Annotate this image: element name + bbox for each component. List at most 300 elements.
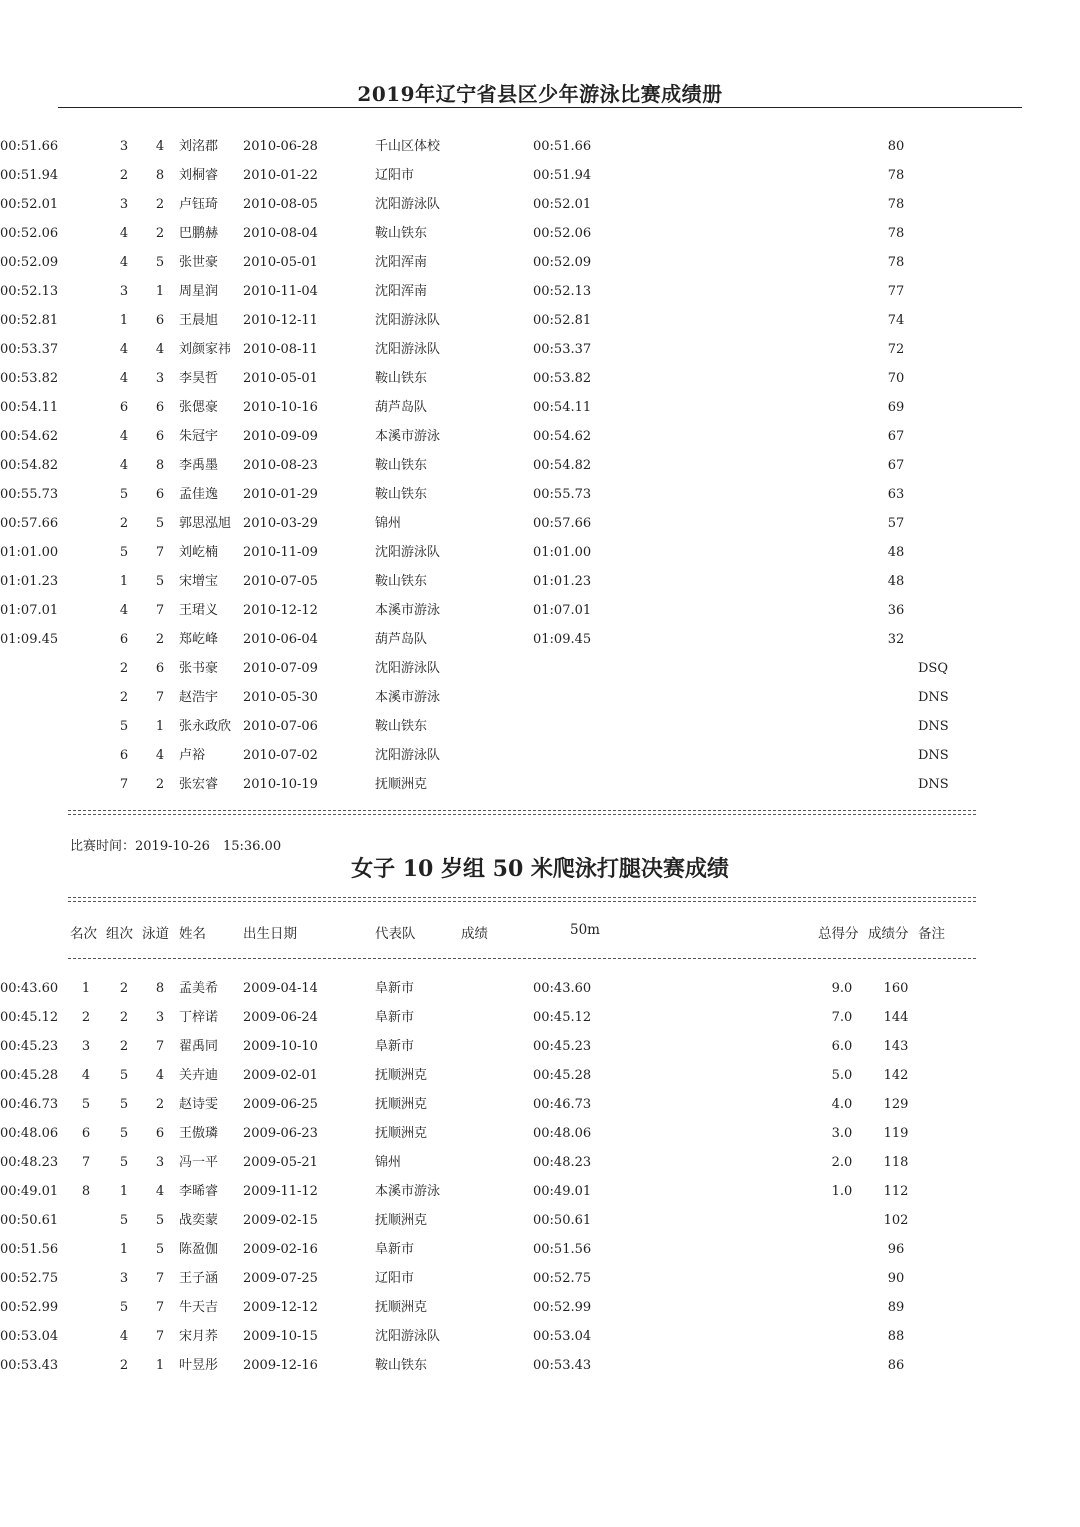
cell-name: 卢钰琦 [179,197,219,212]
cell-lane: 6 [155,1126,165,1141]
cell-result: 00:52.06 [0,226,59,241]
cell-score: 78 [887,197,905,212]
cell-heat: 6 [119,748,129,763]
cell-rank: 1 [81,981,91,996]
cell-split: 00:43.60 [533,981,592,996]
cell-team: 沈阳游泳队 [375,342,441,357]
cell-result: 00:52.99 [0,1300,59,1315]
event-title: 女子 10 岁组 50 米爬泳打腿决赛成绩 [351,856,729,882]
cell-name: 张世豪 [179,255,219,270]
cell-lane: 7 [155,1300,165,1315]
table-header [0,920,1080,942]
cell-lane: 1 [155,284,165,299]
cell-team: 锦州 [375,516,402,531]
cell-heat: 7 [119,777,129,792]
cell-heat: 4 [119,255,129,270]
cell-result: 00:54.82 [0,458,59,473]
cell-team: 鞍山铁东 [375,719,428,734]
cell-birth: 2009-06-25 [243,1097,318,1112]
cell-total: 2.0 [831,1155,853,1170]
cell-team: 鞍山铁东 [375,458,428,473]
cell-score: 77 [887,284,905,299]
cell-birth: 2009-02-16 [243,1242,318,1257]
cell-result: 00:46.73 [0,1097,59,1112]
cell-birth: 2009-11-12 [243,1184,318,1199]
cell-lane: 5 [155,574,165,589]
table-row [0,368,1080,390]
cell-lane: 5 [155,1213,165,1228]
cell-name: 宋月荞 [179,1329,219,1344]
cell-heat: 2 [119,981,129,996]
cell-lane: 6 [155,429,165,444]
cell-total: 5.0 [831,1068,853,1083]
cell-lane: 3 [155,1010,165,1025]
cell-heat: 5 [119,1126,129,1141]
cell-name: 丁梓诺 [179,1010,219,1025]
cell-name: 刘桐睿 [179,168,219,183]
cell-result: 00:48.06 [0,1126,59,1141]
cell-score: 67 [887,429,905,444]
cell-heat: 3 [119,1271,129,1286]
cell-heat: 5 [119,1155,129,1170]
cell-result: 00:51.56 [0,1242,59,1257]
cell-result: 00:52.75 [0,1271,59,1286]
cell-birth: 2010-09-09 [243,429,318,444]
table-row [0,223,1080,245]
cell-name: 陈盈伽 [179,1242,219,1257]
cell-name: 孟佳逸 [179,487,219,502]
cell-lane: 7 [155,545,165,560]
table-row [0,165,1080,187]
table-row [0,310,1080,332]
cell-score: 72 [887,342,905,357]
table-row [0,745,1080,767]
cell-note: DNS [918,748,949,763]
cell-name: 卢裕 [179,748,206,763]
table-row [0,1152,1080,1174]
cell-team: 沈阳游泳队 [375,1329,441,1344]
cell-lane: 5 [155,1242,165,1257]
cell-name: 李禹墨 [179,458,219,473]
cell-birth: 2010-12-12 [243,603,318,618]
cell-heat: 2 [119,1010,129,1025]
table-row [0,542,1080,564]
cell-lane: 2 [155,632,165,647]
cell-name: 巴鹏赫 [179,226,219,241]
cell-team: 鞍山铁东 [375,1358,428,1373]
cell-result: 01:01.00 [0,545,59,560]
cell-name: 赵浩宇 [179,690,219,705]
cell-team: 本溪市游泳 [375,1184,441,1199]
cell-score: 78 [887,168,905,183]
cell-name: 关卉迪 [179,1068,219,1083]
cell-team: 沈阳浑南 [375,255,428,270]
cell-team: 鞍山铁东 [375,226,428,241]
cell-result: 00:50.61 [0,1213,59,1228]
cell-heat: 1 [119,1184,129,1199]
cell-score: 86 [887,1358,905,1373]
cell-name: 郑屹峰 [179,632,219,647]
header-top-rule [68,897,976,902]
cell-result: 00:48.23 [0,1155,59,1170]
table-row [0,1123,1080,1145]
cell-score: 48 [887,545,905,560]
cell-birth: 2009-06-24 [243,1010,318,1025]
cell-name: 周星润 [179,284,219,299]
cell-score: 78 [887,255,905,270]
header-note: 备注 [918,926,945,942]
cell-note: DNS [918,719,949,734]
cell-heat: 5 [119,719,129,734]
cell-birth: 2010-10-16 [243,400,318,415]
cell-heat: 5 [119,1097,129,1112]
header-rank: 名次 [70,926,97,942]
table-row [0,1036,1080,1058]
cell-lane: 7 [155,1329,165,1344]
cell-team: 葫芦岛队 [375,632,428,647]
cell-split: 00:51.94 [533,168,592,183]
cell-split: 00:52.09 [533,255,592,270]
cell-lane: 7 [155,603,165,618]
cell-team: 辽阳市 [375,1271,415,1286]
cell-split: 01:01.00 [533,545,592,560]
cell-result: 01:07.01 [0,603,59,618]
cell-split: 00:48.23 [533,1155,592,1170]
cell-split: 00:49.01 [533,1184,592,1199]
cell-team: 锦州 [375,1155,402,1170]
cell-result: 00:52.13 [0,284,59,299]
table-row [0,774,1080,796]
cell-total: 4.0 [831,1097,853,1112]
table-row [0,194,1080,216]
cell-heat: 1 [119,574,129,589]
cell-lane: 2 [155,226,165,241]
table-row [0,1065,1080,1087]
cell-birth: 2009-04-14 [243,981,318,996]
cell-split: 00:52.81 [533,313,592,328]
cell-rank: 8 [81,1184,91,1199]
cell-birth: 2009-10-15 [243,1329,318,1344]
cell-heat: 2 [119,1039,129,1054]
cell-birth: 2009-02-15 [243,1213,318,1228]
cell-note: DNS [918,690,949,705]
cell-rank: 5 [81,1097,91,1112]
table-row [0,1297,1080,1319]
cell-score: 119 [883,1126,909,1141]
cell-heat: 3 [119,284,129,299]
header-score: 成绩分 [868,926,909,942]
cell-lane: 7 [155,1039,165,1054]
cell-name: 刘颜家祎 [179,342,232,357]
cell-birth: 2010-10-19 [243,777,318,792]
cell-score: 112 [883,1184,909,1199]
cell-team: 抚顺洲克 [375,1126,428,1141]
cell-team: 沈阳游泳队 [375,545,441,560]
cell-birth: 2010-07-06 [243,719,318,734]
cell-split: 00:51.66 [533,139,592,154]
cell-team: 沈阳游泳队 [375,661,441,676]
cell-lane: 3 [155,1155,165,1170]
table-row [0,455,1080,477]
cell-birth: 2010-05-30 [243,690,318,705]
cell-heat: 1 [119,1242,129,1257]
cell-heat: 2 [119,661,129,676]
cell-name: 赵诗雯 [179,1097,219,1112]
cell-score: 70 [887,371,905,386]
cell-heat: 4 [119,371,129,386]
cell-birth: 2009-12-16 [243,1358,318,1373]
cell-total: 6.0 [831,1039,853,1054]
cell-name: 叶昱彤 [179,1358,219,1373]
cell-split: 00:54.82 [533,458,592,473]
table-row [0,426,1080,448]
cell-heat: 2 [119,516,129,531]
cell-name: 朱冠宇 [179,429,219,444]
cell-result: 00:45.12 [0,1010,59,1025]
cell-lane: 1 [155,1358,165,1373]
cell-name: 刘屹楠 [179,545,219,560]
cell-name: 张偲豪 [179,400,219,415]
cell-split: 00:51.56 [533,1242,592,1257]
cell-name: 郭思泓旭 [179,516,232,531]
cell-lane: 2 [155,197,165,212]
cell-heat: 1 [119,313,129,328]
cell-split: 00:54.11 [533,400,592,415]
cell-split: 00:50.61 [533,1213,592,1228]
table-row [0,716,1080,738]
cell-birth: 2010-07-05 [243,574,318,589]
cell-name: 战奕蒙 [179,1213,219,1228]
cell-score: 48 [887,574,905,589]
cell-birth: 2009-12-12 [243,1300,318,1315]
cell-result: 01:09.45 [0,632,59,647]
cell-result: 00:57.66 [0,516,59,531]
cell-birth: 2010-05-01 [243,255,318,270]
table-row [0,629,1080,651]
cell-name: 张永政欣 [179,719,232,734]
cell-heat: 2 [119,690,129,705]
cell-rank: 3 [81,1039,91,1054]
table-row [0,281,1080,303]
cell-birth: 2010-01-29 [243,487,318,502]
cell-lane: 8 [155,981,165,996]
cell-split: 01:09.45 [533,632,592,647]
cell-result: 00:45.23 [0,1039,59,1054]
table-row [0,687,1080,709]
cell-lane: 4 [155,342,165,357]
cell-total: 7.0 [831,1010,853,1025]
cell-lane: 8 [155,458,165,473]
cell-name: 李昊哲 [179,371,219,386]
cell-team: 本溪市游泳 [375,603,441,618]
cell-birth: 2010-06-28 [243,139,318,154]
table-row [0,1268,1080,1290]
cell-lane: 3 [155,371,165,386]
table-row [0,252,1080,274]
cell-score: 144 [883,1010,909,1025]
cell-split: 00:48.06 [533,1126,592,1141]
cell-name: 王傲璘 [179,1126,219,1141]
cell-heat: 2 [119,168,129,183]
cell-heat: 4 [119,342,129,357]
cell-score: 96 [887,1242,905,1257]
header-bottom-rule [68,958,976,959]
table-row [0,571,1080,593]
cell-heat: 5 [119,487,129,502]
cell-split: 00:52.99 [533,1300,592,1315]
cell-team: 沈阳游泳队 [375,313,441,328]
cell-heat: 5 [119,1300,129,1315]
cell-result: 00:54.62 [0,429,59,444]
cell-team: 本溪市游泳 [375,690,441,705]
cell-result: 00:53.37 [0,342,59,357]
cell-team: 抚顺洲克 [375,1097,428,1112]
cell-birth: 2010-08-05 [243,197,318,212]
cell-birth: 2010-07-02 [243,748,318,763]
cell-lane: 5 [155,516,165,531]
cell-team: 阜新市 [375,981,415,996]
cell-lane: 4 [155,1068,165,1083]
table-row [0,978,1080,1000]
cell-team: 抚顺洲克 [375,777,428,792]
cell-rank: 4 [81,1068,91,1083]
table-row [0,600,1080,622]
cell-team: 阜新市 [375,1242,415,1257]
table-row [0,658,1080,680]
table-row [0,1007,1080,1029]
cell-team: 抚顺洲克 [375,1300,428,1315]
cell-lane: 6 [155,661,165,676]
cell-birth: 2010-01-22 [243,168,318,183]
cell-split: 00:53.37 [533,342,592,357]
cell-result: 00:54.11 [0,400,59,415]
cell-name: 刘洺郡 [179,139,219,154]
cell-team: 辽阳市 [375,168,415,183]
cell-birth: 2010-08-23 [243,458,318,473]
cell-heat: 5 [119,545,129,560]
cell-split: 01:01.23 [533,574,592,589]
cell-result: 00:51.94 [0,168,59,183]
cell-rank: 2 [81,1010,91,1025]
cell-total: 3.0 [831,1126,853,1141]
cell-birth: 2009-02-01 [243,1068,318,1083]
cell-result: 00:55.73 [0,487,59,502]
cell-name: 宋增宝 [179,574,219,589]
cell-heat: 6 [119,632,129,647]
cell-team: 本溪市游泳 [375,429,441,444]
cell-heat: 4 [119,458,129,473]
cell-split: 00:54.62 [533,429,592,444]
cell-score: 89 [887,1300,905,1315]
cell-result: 00:53.82 [0,371,59,386]
cell-score: 129 [883,1097,909,1112]
cell-total: 1.0 [831,1184,853,1199]
cell-split: 00:52.01 [533,197,592,212]
cell-split: 00:45.23 [533,1039,592,1054]
table-row [0,513,1080,535]
table-row [0,1094,1080,1116]
cell-lane: 2 [155,1097,165,1112]
cell-lane: 6 [155,400,165,415]
cell-birth: 2010-07-09 [243,661,318,676]
cell-rank: 6 [81,1126,91,1141]
cell-name: 李晞睿 [179,1184,219,1199]
cell-score: 118 [883,1155,909,1170]
cell-split: 01:07.01 [533,603,592,618]
header-total: 总得分 [818,926,859,942]
table-row [0,1355,1080,1377]
header-split: 50m [570,922,600,938]
title-underline [58,107,1022,108]
cell-birth: 2010-11-09 [243,545,318,560]
cell-name: 牛天吉 [179,1300,219,1315]
cell-heat: 4 [119,429,129,444]
cell-split: 00:45.12 [533,1010,592,1025]
cell-split: 00:55.73 [533,487,592,502]
document-title: 2019年辽宁省县区少年游泳比赛成绩册 [357,82,723,106]
cell-score: 36 [887,603,905,618]
cell-team: 沈阳浑南 [375,284,428,299]
cell-split: 00:57.66 [533,516,592,531]
cell-team: 阜新市 [375,1010,415,1025]
cell-heat: 2 [119,1358,129,1373]
header-result: 成绩 [461,926,488,942]
cell-lane: 5 [155,255,165,270]
cell-lane: 8 [155,168,165,183]
cell-rank: 7 [81,1155,91,1170]
header-lane: 泳道 [142,926,169,942]
header-name: 姓名 [179,926,206,942]
table-row [0,397,1080,419]
cell-name: 张宏睿 [179,777,219,792]
cell-heat: 6 [119,400,129,415]
cell-lane: 4 [155,139,165,154]
section-divider [68,810,976,815]
cell-split: 00:53.04 [533,1329,592,1344]
table-row [0,1239,1080,1261]
header-team: 代表队 [375,926,416,942]
cell-heat: 3 [119,139,129,154]
table-row [0,339,1080,361]
cell-birth: 2009-05-21 [243,1155,318,1170]
cell-heat: 3 [119,197,129,212]
cell-score: 63 [887,487,905,502]
cell-score: 102 [883,1213,909,1228]
cell-lane: 1 [155,719,165,734]
cell-birth: 2010-12-11 [243,313,318,328]
cell-result: 00:51.66 [0,139,59,154]
cell-result: 00:52.81 [0,313,59,328]
cell-name: 孟美希 [179,981,219,996]
cell-split: 00:53.43 [533,1358,592,1373]
cell-split: 00:45.28 [533,1068,592,1083]
cell-lane: 7 [155,690,165,705]
cell-team: 沈阳游泳队 [375,748,441,763]
cell-name: 张书豪 [179,661,219,676]
event-time: 比赛时间：2019-10-26 15:36.00 [70,839,282,854]
cell-score: 32 [887,632,905,647]
cell-lane: 4 [155,1184,165,1199]
cell-result: 01:01.23 [0,574,59,589]
cell-name: 翟禹同 [179,1039,219,1054]
cell-split: 00:52.06 [533,226,592,241]
cell-name: 冯一平 [179,1155,219,1170]
cell-score: 90 [887,1271,905,1286]
cell-team: 鞍山铁东 [375,371,428,386]
cell-team: 千山区体校 [375,139,441,154]
cell-lane: 4 [155,748,165,763]
cell-birth: 2009-07-25 [243,1271,318,1286]
